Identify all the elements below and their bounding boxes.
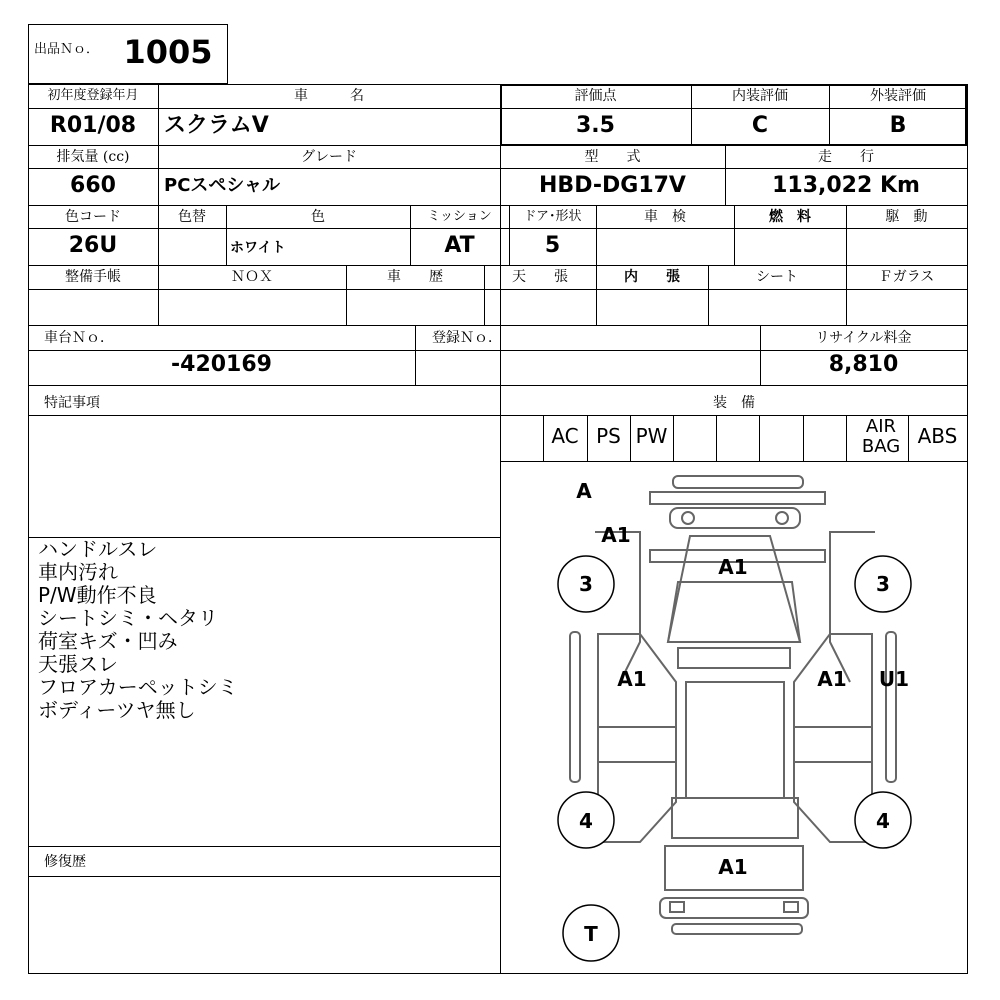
value-score: 3.5 [576, 113, 615, 138]
mark-tire-rl: 4 [579, 809, 593, 833]
mark-tire-fr: 3 [876, 572, 890, 596]
label-car-name: 車 名 [294, 88, 364, 104]
equip-abs: ABS [917, 424, 958, 448]
mark-spare: T [584, 922, 598, 946]
label-equipment: 装 備 [713, 395, 755, 411]
mark-right-u: U1 [878, 667, 910, 691]
value-interior: C [751, 113, 769, 138]
label-door: ドア･形状 [523, 209, 582, 224]
value-recycle: 8,810 [828, 352, 899, 377]
label-seat: シート [756, 269, 798, 285]
label-chassis: 車台Ｎｏ． [44, 330, 114, 346]
label-color-code: 色コード [65, 209, 121, 225]
windshield [668, 536, 800, 642]
value-chassis: -420169 [171, 352, 272, 377]
lot-number: 1005 [123, 33, 213, 71]
note-item: 荷室キズ・凹み [38, 629, 178, 653]
label-notes: 特記事項 [44, 395, 100, 411]
label-interior: 内装評価 [732, 88, 788, 104]
note-item: 車内汚れ [38, 560, 118, 584]
mark-left-side: A1 [617, 667, 647, 691]
value-color: ホワイト [230, 240, 286, 256]
label-mileage: 走 行 [818, 149, 874, 165]
notes-list [38, 538, 478, 722]
value-door: 5 [544, 233, 561, 258]
value-model: HBD-DG17V [539, 173, 686, 198]
rear-window [672, 798, 798, 838]
front-bumper [673, 476, 803, 488]
note-item: P/W動作不良 [38, 583, 157, 607]
label-fglass: Ｆガラス [878, 269, 935, 285]
label-first-registration: 初年度登録年月 [47, 88, 139, 103]
value-transmission: AT [444, 233, 475, 258]
value-car-name: スクラムV [164, 113, 269, 138]
lot-label: 出品Ｎｏ． [34, 42, 100, 57]
label-score: 評価点 [574, 88, 617, 104]
label-repair-history: 修復歴 [44, 854, 86, 870]
mark-tire-fl: 3 [579, 572, 593, 596]
label-color: 色 [311, 209, 325, 225]
label-sunroof: 天 張 [512, 269, 568, 285]
value-mileage: 113,022 Km [772, 173, 920, 198]
note-item: 天張スレ [38, 652, 118, 676]
equip-airbag: AIR BAG [861, 416, 901, 457]
label-inspection: 車 検 [644, 209, 686, 225]
label-displacement: 排気量 (cc) [56, 149, 130, 165]
mark-right-side: A1 [817, 667, 847, 691]
label-exterior: 外装評価 [870, 88, 926, 104]
note-item: ハンドルスレ [38, 537, 158, 561]
label-inner: 内 張 [624, 269, 680, 285]
label-nox: ＮＯＸ [231, 269, 273, 285]
label-drive: 駆 動 [885, 209, 928, 225]
label-history: 車 歴 [387, 269, 443, 285]
label-repaint: 色替 [178, 209, 206, 225]
equip-ps: PS [596, 424, 621, 448]
label-transmission: ミッション [427, 209, 492, 224]
mark-bonnet-left: A1 [601, 523, 631, 547]
roof [678, 648, 790, 668]
front-grille [670, 508, 800, 528]
label-recycle: リサイクル料金 [815, 330, 912, 346]
label-maintenance: 整備手帳 [65, 269, 121, 285]
mark-tire-rr: 4 [876, 809, 890, 833]
value-exterior: B [889, 113, 907, 138]
label-registration: 登録Ｎｏ． [432, 330, 502, 346]
mark-bonnet: A1 [718, 555, 748, 579]
value-first-registration: R01/08 [49, 113, 137, 138]
equip-ac: AC [551, 424, 579, 448]
label-fuel: 燃 料 [769, 209, 811, 225]
note-item: シートシミ・ヘタリ [38, 606, 218, 630]
value-color-code: 26U [68, 233, 118, 258]
value-displacement: 660 [70, 173, 116, 198]
note-item: ボディーツヤ無し [38, 698, 196, 722]
note-item: フロアカーペットシミ [38, 675, 238, 699]
mark-rear: A1 [718, 855, 748, 879]
label-grade: グレード [301, 149, 357, 165]
label-model: 型 式 [584, 149, 641, 165]
equip-pw: PW [635, 424, 668, 448]
mark-front: A [576, 479, 592, 503]
value-grade: PCスペシャル [164, 175, 281, 196]
car-diagram [500, 462, 968, 974]
